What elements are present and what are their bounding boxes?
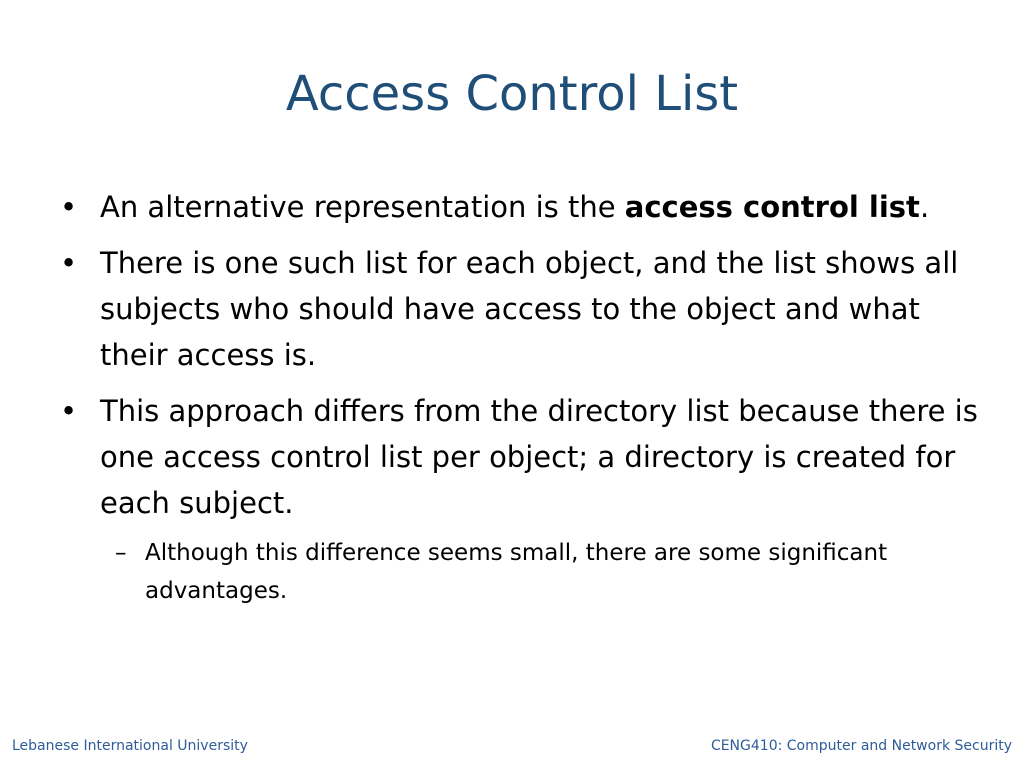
bullet-item (58, 240, 978, 378)
bullet-text: This approach differs from the directory list because there is one access control list per object; a directory is created for each subject. (100, 394, 978, 520)
slide-title: Access Control List (285, 66, 739, 122)
sub-bullet-marker: – (115, 540, 127, 566)
bullet-marker: • (60, 190, 78, 224)
bullet-item (58, 388, 978, 526)
sub-bullet-item (58, 534, 978, 610)
bullet-marker: • (60, 394, 78, 428)
bullet-marker: • (60, 246, 78, 280)
bullet-text: An alternative representation is the (100, 190, 625, 224)
slide-body (58, 184, 978, 610)
sub-bullet-text: Although this difference seems small, there are some significant advantages. (145, 540, 888, 604)
bullet-text-end: . (919, 190, 930, 224)
bullet-text: There is one such list for each object, and the list shows all subjects who should have access to the object and what their access is. (100, 246, 959, 372)
bullet-item (58, 184, 978, 230)
bullet-bold-text: access control list (624, 190, 920, 224)
footer-university: Lebanese International University (12, 738, 248, 754)
footer-course: CENG410: Computer and Network Security (710, 738, 1012, 754)
